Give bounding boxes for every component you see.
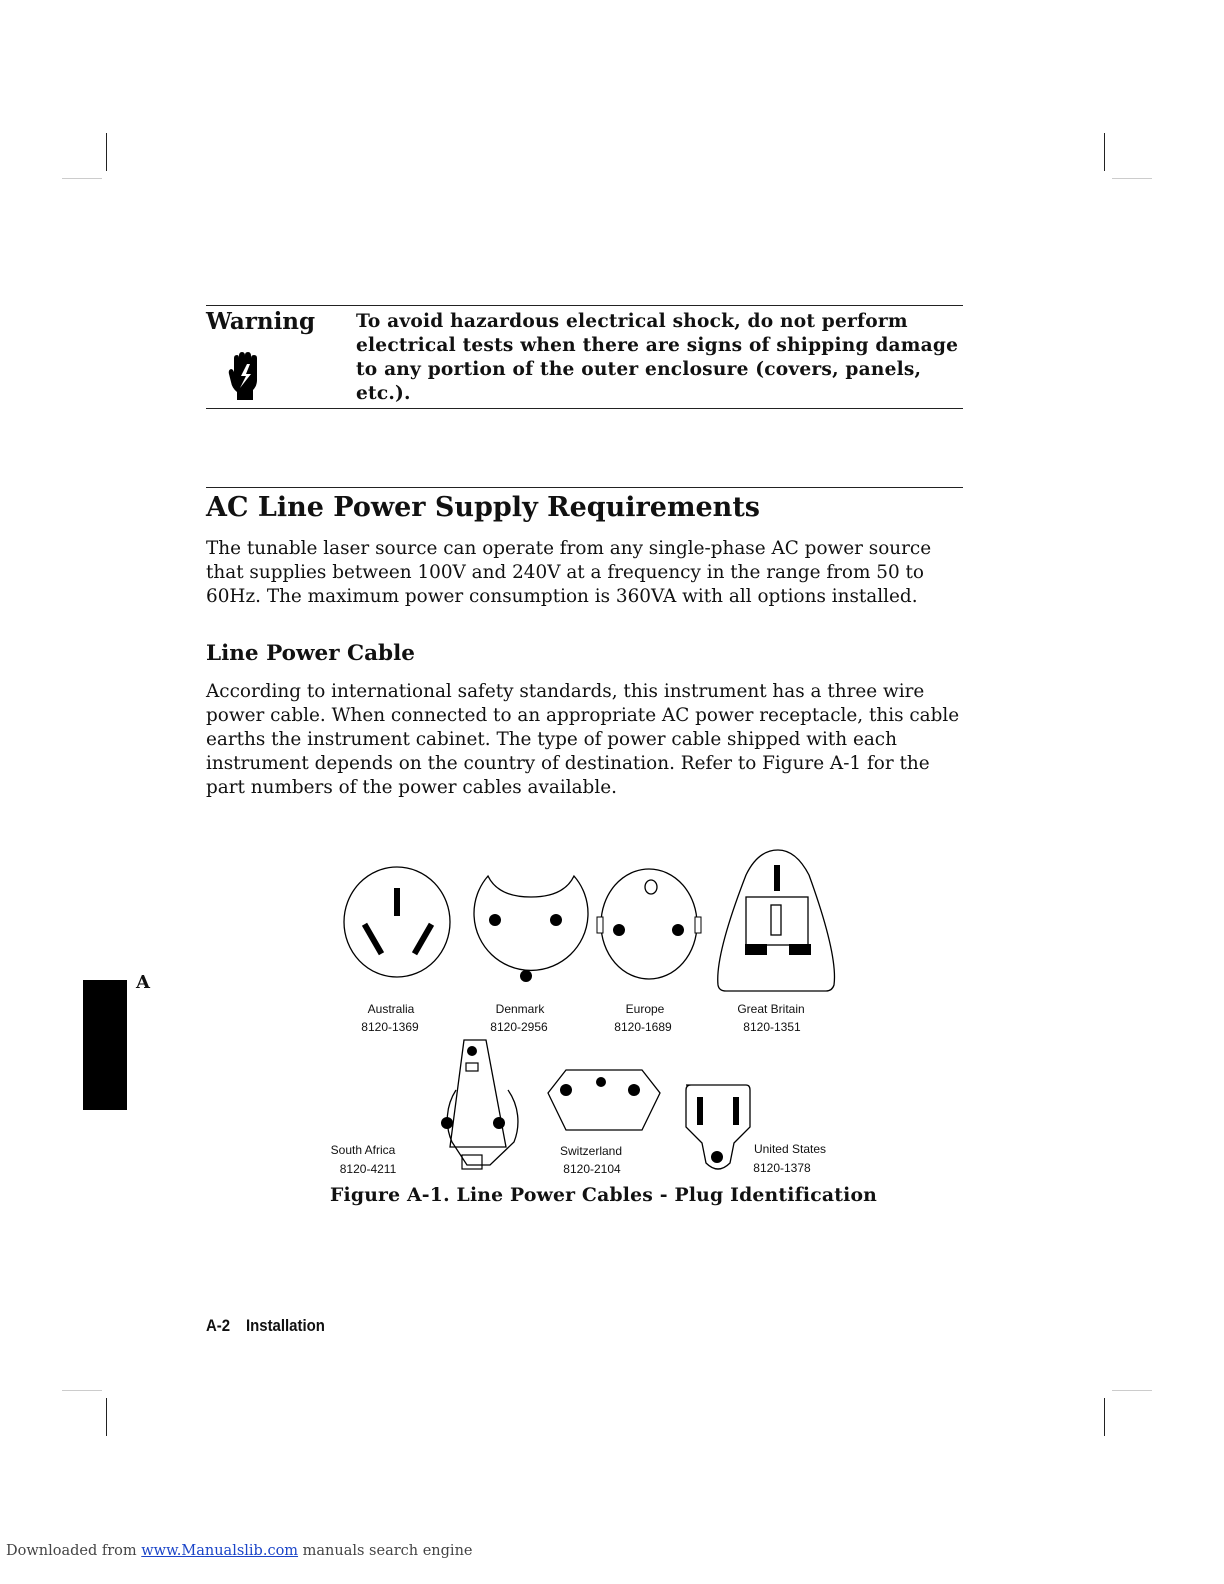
plug-country-label: Denmark	[495, 1002, 545, 1016]
download-notice	[6, 1543, 473, 1559]
plug-country-label: South Africa	[330, 1143, 396, 1157]
section-body: The tunable laser source can operate from any single-phase AC power source that supplies between 100V and 240V at a frequency in the range from 50 to 60Hz. The maximum power consumption is 360VA with all options installed.	[206, 538, 932, 607]
subsection-title: Line Power Cable	[206, 641, 415, 666]
warning-label: Warning	[206, 308, 316, 335]
plug-australia	[344, 867, 450, 977]
plug-country-label: Europe	[625, 1002, 665, 1016]
section-rule	[206, 487, 963, 488]
plug-part-label: 8120-1689	[614, 1020, 672, 1034]
plug-europe	[597, 869, 701, 979]
crop-mark	[1112, 1390, 1152, 1391]
manualslib-link[interactable]: www.Manualslib.com	[141, 1543, 299, 1559]
plug-denmark	[474, 876, 588, 982]
figure-caption: Figure A-1. Line Power Cables - Plug Identification	[330, 1184, 878, 1206]
plug-united-states	[686, 1085, 750, 1169]
plug-part-label: 8120-2104	[563, 1162, 621, 1176]
warning-top-rule	[206, 305, 963, 306]
chapter-tab-letter: A	[136, 972, 150, 993]
crop-mark	[62, 1390, 102, 1391]
download-prefix: Downloaded from	[6, 1543, 137, 1559]
crop-mark	[106, 133, 107, 171]
crop-mark	[1104, 1398, 1105, 1436]
plug-country-label: Great Britain	[737, 1002, 805, 1016]
crop-mark	[1104, 133, 1105, 171]
plug-country-label: Australia	[367, 1002, 415, 1016]
plug-part-label: 8120-1378	[753, 1161, 811, 1175]
crop-mark	[62, 178, 102, 179]
plug-country-label: Switzerland	[559, 1144, 623, 1158]
crop-mark	[106, 1398, 107, 1436]
download-suffix: manuals search engine	[302, 1543, 473, 1559]
page-footer	[206, 1316, 325, 1336]
plug-south-africa	[441, 1040, 518, 1169]
warning-text: To avoid hazardous electrical shock, do not perform electrical tests when there are signs of shipping damage to any portion of the outer enclosure (covers, panels, etc.).	[356, 311, 959, 404]
plug-switzerland	[548, 1070, 660, 1130]
plug-country-label: United States	[753, 1142, 827, 1156]
footer-section: Installation	[245, 1316, 325, 1335]
plug-part-label: 8120-2956	[490, 1020, 548, 1034]
plug-great-britain	[718, 850, 835, 991]
chapter-tab	[83, 980, 127, 1110]
page-number: A-2	[206, 1316, 231, 1335]
plug-part-label: 8120-4211	[339, 1162, 397, 1176]
warning-bottom-rule	[206, 408, 963, 409]
crop-mark	[1112, 178, 1152, 179]
subsection-body: According to international safety standards, this instrument has a three wire power cable. When connected to an appropriate AC power receptacle, this cable earths the instrument cabinet. The type of power cable shipped with each instrument depends on the country of destination. Refer to Figure A-1 for the part numbers of the power cables available.	[206, 681, 960, 798]
plug-part-label: 8120-1351	[743, 1020, 801, 1034]
plug-part-label: 8120-1369	[361, 1020, 419, 1034]
shock-hazard-hand-icon	[228, 350, 262, 402]
section-title: AC Line Power Supply Requirements	[206, 492, 760, 523]
plug-identification-figure	[326, 845, 846, 1180]
